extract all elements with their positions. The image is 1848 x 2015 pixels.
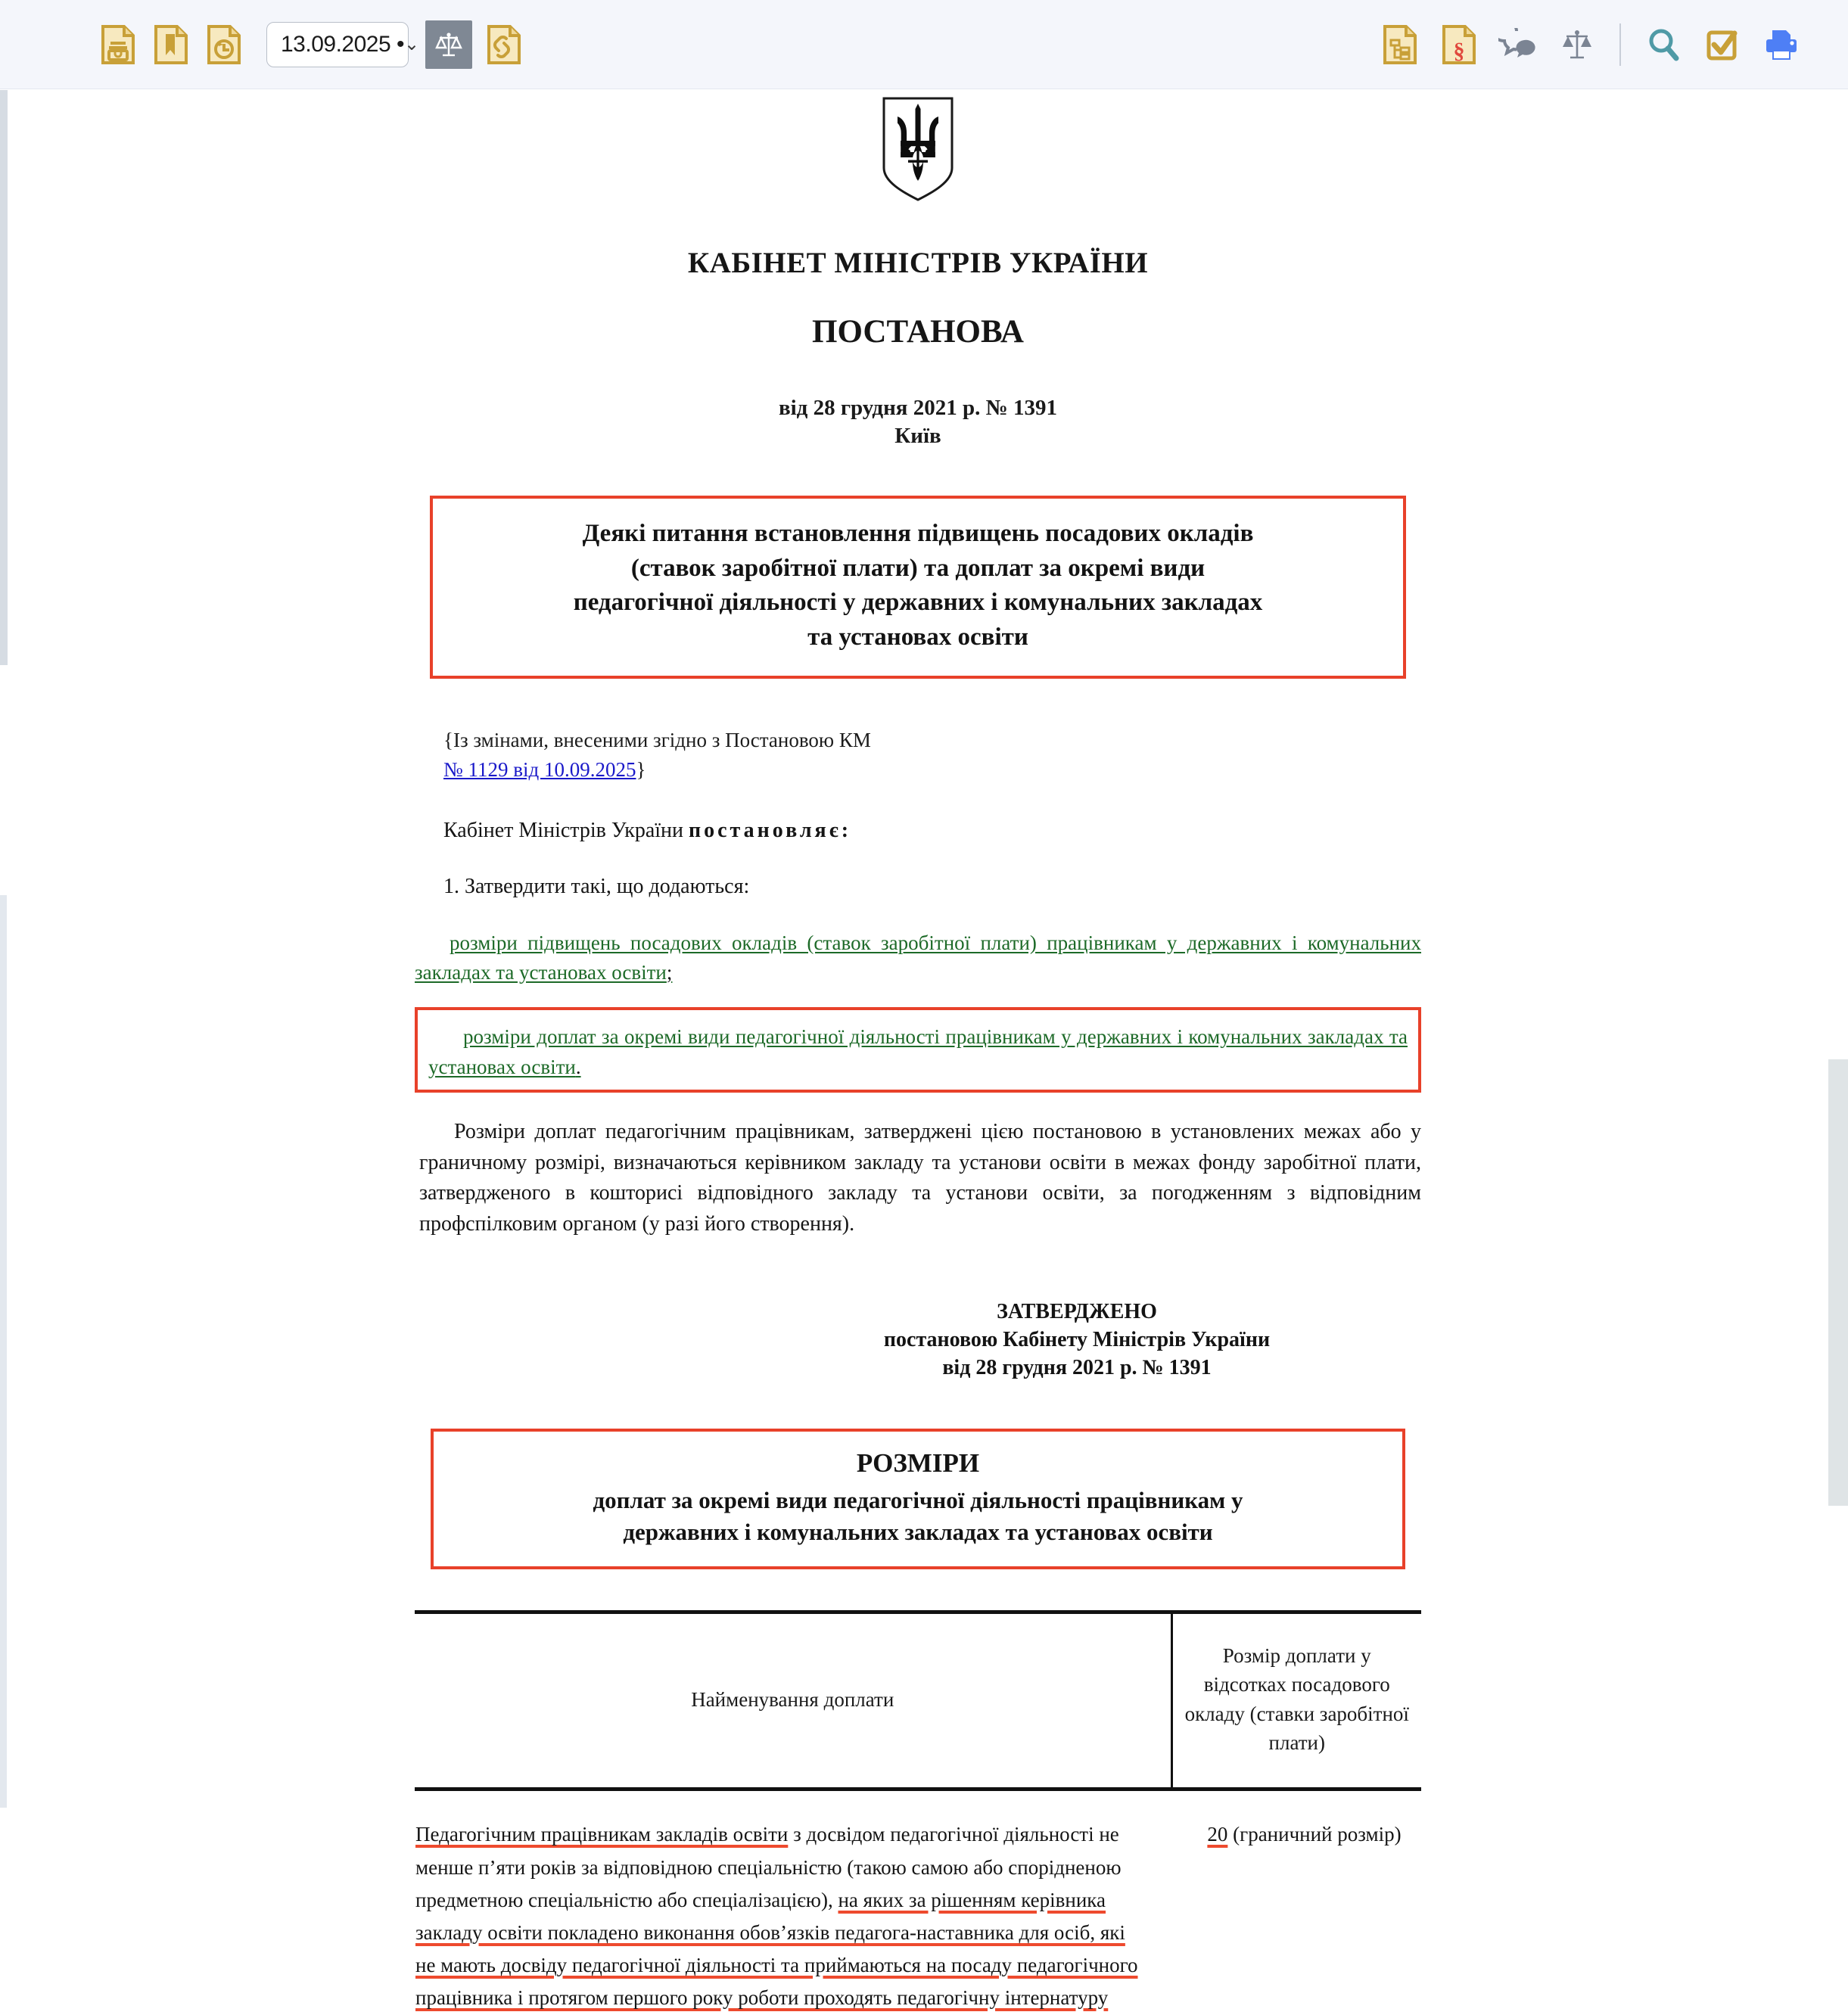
comments-icon[interactable] [1497, 21, 1539, 68]
resolves-word: постановляє: [689, 819, 852, 842]
annex-heading: РОЗМІРИ [856, 1448, 980, 1479]
annex-link-1[interactable] [415, 928, 1421, 988]
toolbar-divider [1619, 23, 1621, 66]
approved-line-1: ЗАТВЕРДЖЕНО [997, 1299, 1157, 1323]
bookmark-document-icon[interactable] [150, 21, 192, 68]
row-name-seg-2: з досвідом педагогічної діяльності не менше п’яти років за відповідною спеціальністю (такою самою або спорідненою предметною спеціальністю або спеціалізацією), [415, 1823, 1122, 1911]
toolbar-right-group [1379, 0, 1803, 89]
table-header-name: Найменування доплати [415, 1612, 1171, 1790]
revision-date-value: 13.09.2025 • [281, 31, 404, 57]
payments-table [415, 1610, 1421, 2015]
amendment-suffix: } [636, 757, 646, 781]
resolves-line [415, 816, 1421, 846]
approved-line-3: від 28 грудня 2021 р. № 1391 [942, 1356, 1212, 1380]
document-ref-city: Київ [894, 424, 941, 449]
table-header-amount: Розмір доплати у відсотках посадового окладу (ставки заробітної плати) [1171, 1612, 1421, 1790]
archive-document-icon[interactable] [97, 21, 139, 68]
ukraine-coat-of-arms [415, 96, 1421, 202]
scales-active-icon[interactable] [425, 20, 472, 69]
table-cell-name [415, 1790, 1171, 2015]
annex-link-2[interactable] [428, 1022, 1408, 1082]
toolbar-left-group [97, 20, 525, 69]
chevron-down-icon: ⌄ [403, 33, 420, 54]
annex-heading-box [431, 1429, 1405, 1569]
title-line-1: Деякі питання встановлення підвищень посадових окладів [582, 520, 1254, 548]
print-icon[interactable] [1760, 21, 1803, 68]
row-name-seg-1: Педагогічним працівникам закладів освіти [415, 1823, 789, 1846]
top-toolbar [0, 0, 1848, 89]
row-amount-value: 20 [1207, 1823, 1228, 1846]
row-name-seg-3: на яких за рішенням керівника закладу освіти покладено виконання обов’язків педагога-наставника для осіб, які не мають досвіду педагогічної діяльності та приймаються на посаду педагогічного працівника і протягом першого року роботи проходять педагогічну інтернатуру [415, 1888, 1138, 2010]
link-document-icon[interactable] [483, 21, 525, 68]
left-scroll-track-lower[interactable] [0, 895, 7, 1808]
highlighted-title-box [430, 496, 1406, 679]
amendment-prefix: {Із змінами, внесеними згідно з Постановою КМ [443, 729, 871, 752]
title-line-4: та установах освіти [807, 623, 1028, 651]
document-body [415, 90, 1421, 2015]
annex-link-1-tail: ; [666, 961, 673, 984]
row-amount-note: (граничний розмір) [1227, 1823, 1402, 1846]
table-header-row [415, 1612, 1421, 1790]
item-1: 1. Затвердити такі, що додаються: [443, 875, 750, 899]
scales-icon[interactable] [1556, 21, 1598, 68]
approved-block [415, 1298, 1421, 1382]
history-document-icon[interactable] [203, 21, 245, 68]
document-type: ПОСТАНОВА [812, 314, 1024, 350]
document-title [463, 517, 1373, 655]
paragraph-document-icon[interactable] [1438, 21, 1480, 68]
checkmark-icon[interactable] [1701, 21, 1744, 68]
structure-document-icon[interactable] [1379, 21, 1421, 68]
table-row [415, 1790, 1421, 2015]
title-line-3: педагогічної діяльності у державних і комунальних закладах [573, 589, 1263, 617]
document-ref-line1: від 28 грудня 2021 р. № 1391 [778, 396, 1058, 420]
vertical-scrollbar-thumb[interactable] [1828, 1059, 1848, 1506]
annex-link-2-tail: . [575, 1055, 581, 1078]
annex-subheading [456, 1485, 1380, 1548]
approved-line-2: постановою Кабінету Міністрів України [883, 1327, 1271, 1351]
amendment-link[interactable]: № 1129 від 10.09.2025 [443, 757, 636, 781]
left-scroll-track-upper[interactable] [0, 90, 8, 665]
body-paragraph: Розміри доплат педагогічним працівникам, затверджені цією постановою в установлених межах або у граничному розмірі, визначаються керівником закладу та установи освіти в межах фонду заробітної плати, затвердженого в кошторисі відповідного закладу та установи освіти, за погодженням з відповідним профспілковим органом (у разі його створення). [419, 1120, 1421, 1236]
highlighted-link-box [415, 1007, 1421, 1093]
annex-sub-line-1: доплат за окремі види педагогічної діяльності працівникам у [593, 1487, 1243, 1514]
search-icon[interactable] [1642, 21, 1685, 68]
svg-text:§: § [1453, 39, 1465, 64]
revision-date-select[interactable] [266, 22, 420, 67]
amendment-note [415, 726, 1421, 784]
title-line-2: (ставок заробітної плати) та доплат за окремі види [630, 554, 1206, 582]
document-reference [415, 394, 1421, 450]
annex-link-1-text: розміри підвищень посадових окладів (ставок заробітної плати) працівникам у державних і комунальних закладах та установах освіти [415, 931, 1421, 984]
document-page [8, 90, 1828, 2010]
resolves-prefix: Кабінет Міністрів України [443, 819, 689, 842]
annex-sub-line-2: державних і комунальних закладах та установах освіти [623, 1519, 1213, 1546]
table-cell-amount [1171, 1790, 1421, 2015]
organization-title: КАБІНЕТ МІНІСТРІВ УКРАЇНИ [687, 247, 1149, 279]
annex-link-2-text: розміри доплат за окремі види педагогічної діяльності працівникам у державних і комунальних закладах та установах освіти [428, 1025, 1408, 1078]
